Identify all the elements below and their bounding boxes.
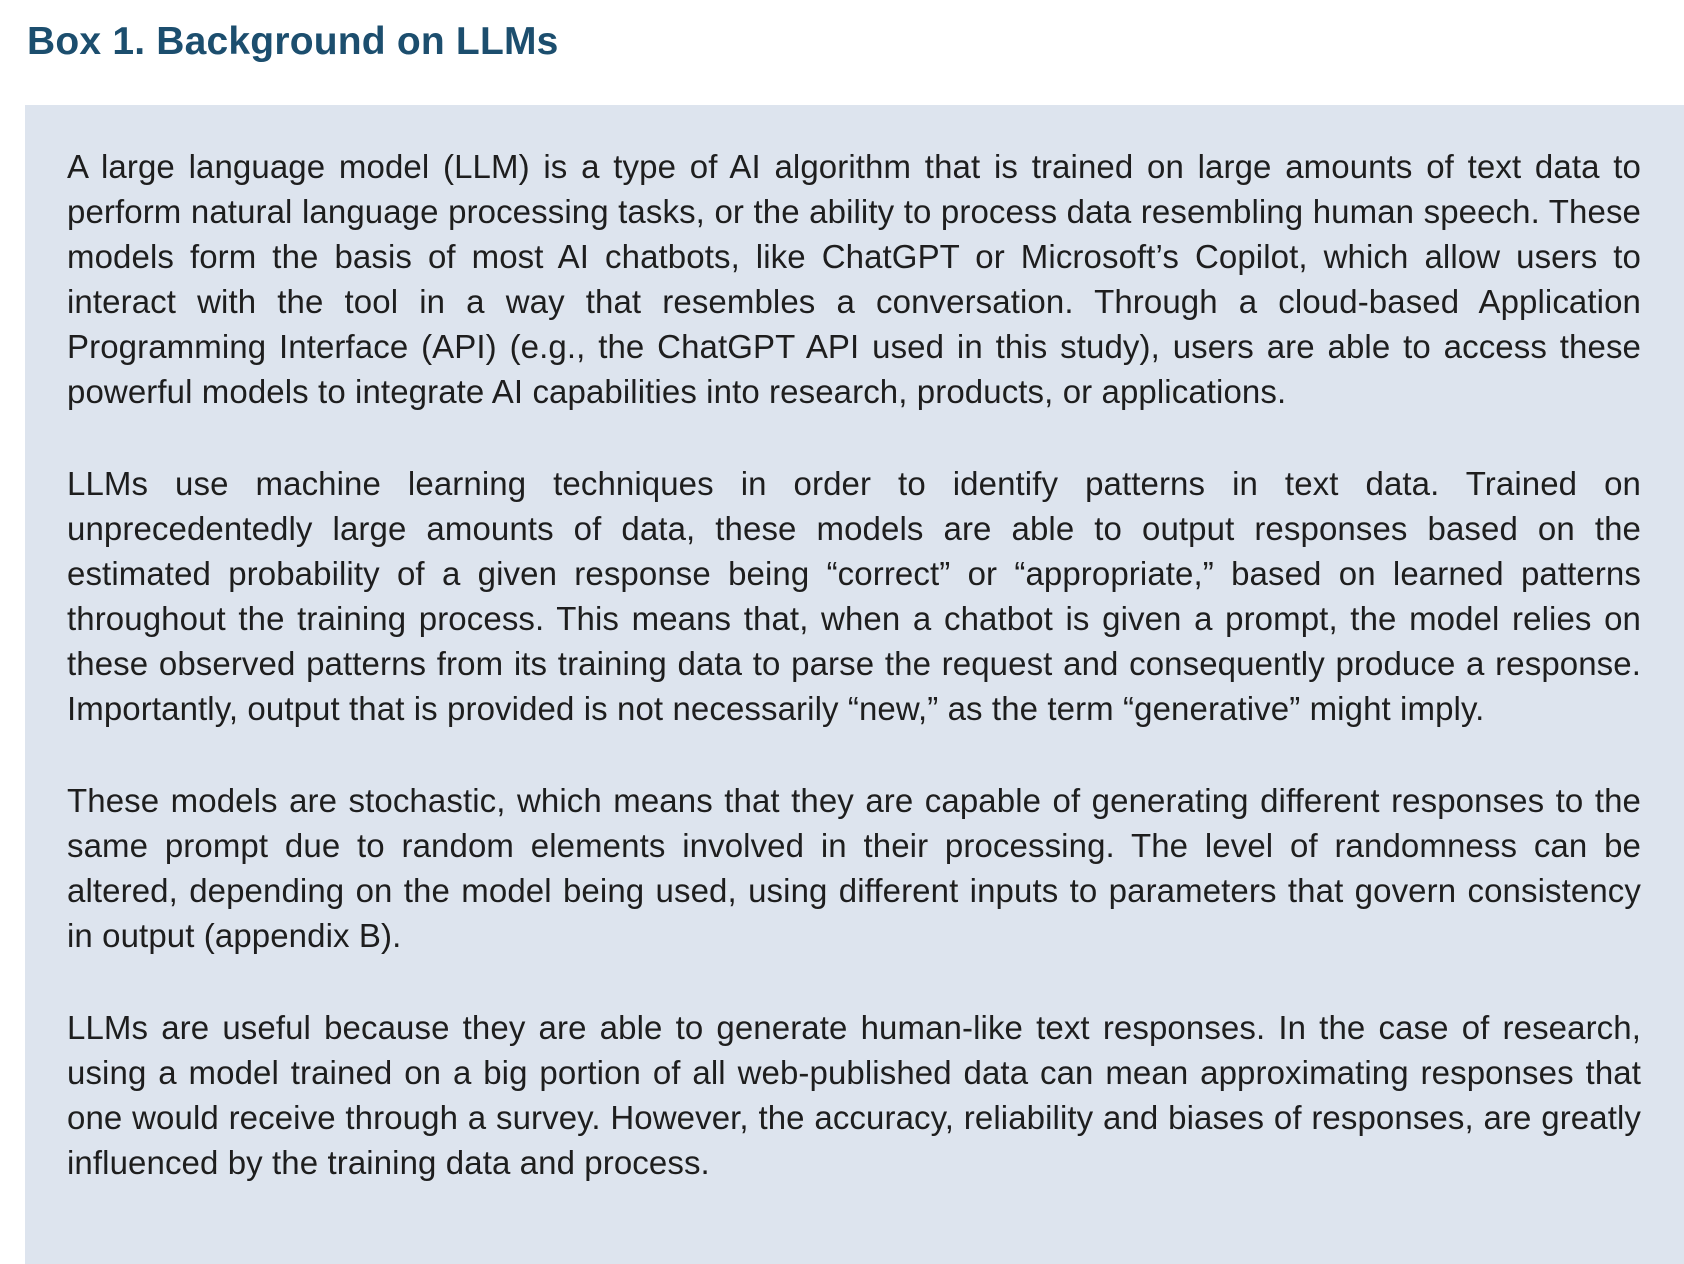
paragraph-stochastic: These models are stochastic, which means that they are capable of generating different responses to the same prompt due to random elements involved in their processing. The level of randomness can be altered, depending on the model being used, using different inputs to parameters that govern consistency in output (appendix B). (67, 782, 1641, 954)
paragraph-machine-learning: LLMs use machine learning techniques in order to identify patterns in text data. Trained on unprecedentedly large amounts of data, these models are able to output responses based on the estimated probability of a given response being “correct” or “appropriate,” based on learned patterns throughout the training process. This means that, when a chatbot is given a prompt, the model relies on these observed patterns from its training data to parse the request and consequently produce a response. Importantly, output that is provided is not necessarily “new,” as the term “generative” might imply. (67, 465, 1641, 727)
box-panel (25, 105, 1684, 1264)
box-title: Box 1. Background on LLMs (27, 20, 559, 63)
paragraph-llm-definition: A large language model (LLM) is a type of AI algorithm that is trained on large amounts of text data to perform natural language processing tasks, or the ability to process data resembling human speech. These models form the basis of most AI chatbots, like ChatGPT or Microsoft’s Copilot, which allow users to interact with the tool in a way that resembles a conversation. Through a cloud-based Application Programming Interface (API) (e.g., the ChatGPT API used in this study), users are able to access these powerful models to integrate AI capabilities into research, products, or applications. (67, 148, 1641, 410)
paragraph-usefulness: LLMs are useful because they are able to generate human-like text responses. In the case of research, using a model trained on a big portion of all web-published data can mean approximating responses that one would receive through a survey. However, the accuracy, reliability and biases of responses, are greatly influenced by the training data and process. (67, 1009, 1641, 1181)
